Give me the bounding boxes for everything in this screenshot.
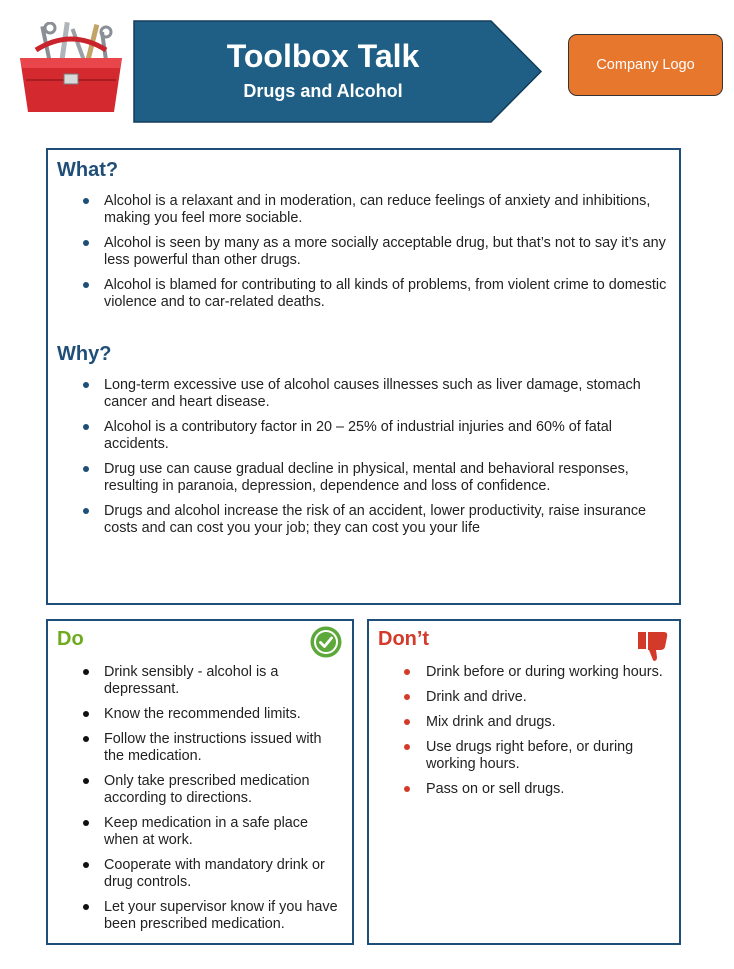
list-item: Drug use can cause gradual decline in physical, mental and behavioral responses, resulting in paranoia, depression, dependence and loss of confidence. bbox=[48, 461, 669, 495]
list-item: Alcohol is seen by many as a more socially acceptable drug, but that’s not to say it’s any less powerful than other drugs. bbox=[48, 235, 669, 269]
why-list bbox=[48, 377, 669, 545]
list-item: Drink before or during working hours. bbox=[369, 664, 671, 681]
list-item: Pass on or sell drugs. bbox=[369, 781, 671, 798]
company-logo-label: Company Logo bbox=[596, 57, 695, 73]
what-list bbox=[48, 193, 669, 319]
list-item: Cooperate with mandatory drink or drug controls. bbox=[48, 857, 344, 891]
page-title: Toolbox Talk bbox=[226, 38, 420, 74]
list-item: Keep medication in a safe place when at work. bbox=[48, 815, 344, 849]
list-item: Mix drink and drugs. bbox=[369, 714, 671, 731]
company-logo-placeholder bbox=[568, 34, 723, 96]
thumbs-down-icon bbox=[637, 629, 671, 663]
what-why-panel bbox=[46, 148, 681, 605]
do-panel bbox=[46, 619, 354, 945]
page-subtitle: Drugs and Alcohol bbox=[243, 81, 403, 101]
dont-heading: Don’t bbox=[378, 628, 430, 650]
list-item: Only take prescribed medication according to directions. bbox=[48, 773, 344, 807]
list-item: Drink and drive. bbox=[369, 689, 671, 706]
list-item: Know the recommended limits. bbox=[48, 706, 344, 723]
do-heading: Do bbox=[57, 628, 84, 650]
list-item: Drink sensibly - alcohol is a depressant. bbox=[48, 664, 344, 698]
list-item: Drugs and alcohol increase the risk of an accident, lower productivity, raise insurance costs and can cost you your job; they can cost you your life bbox=[48, 503, 669, 537]
dont-panel bbox=[367, 619, 681, 945]
list-item: Let your supervisor know if you have been prescribed medication. bbox=[48, 899, 344, 933]
list-item: Long-term excessive use of alcohol causes illnesses such as liver damage, stomach cancer and heart disease. bbox=[48, 377, 669, 411]
list-item: Alcohol is a relaxant and in moderation, can reduce feelings of anxiety and inhibitions, making you feel more sociable. bbox=[48, 193, 669, 227]
what-heading: What? bbox=[57, 159, 119, 181]
dont-list bbox=[369, 664, 671, 806]
check-badge-icon bbox=[310, 626, 342, 658]
list-item: Follow the instructions issued with the medication. bbox=[48, 731, 344, 765]
list-item: Use drugs right before, or during working hours. bbox=[369, 739, 671, 773]
why-heading: Why? bbox=[57, 343, 112, 365]
list-item: Alcohol is blamed for contributing to all kinds of problems, from violent crime to domestic violence and to car-related deaths. bbox=[48, 277, 669, 311]
list-item: Alcohol is a contributory factor in 20 – 25% of industrial injuries and 60% of fatal accidents. bbox=[48, 419, 669, 453]
do-list bbox=[48, 664, 344, 941]
toolbox-icon bbox=[14, 22, 128, 114]
title-banner bbox=[133, 20, 543, 123]
